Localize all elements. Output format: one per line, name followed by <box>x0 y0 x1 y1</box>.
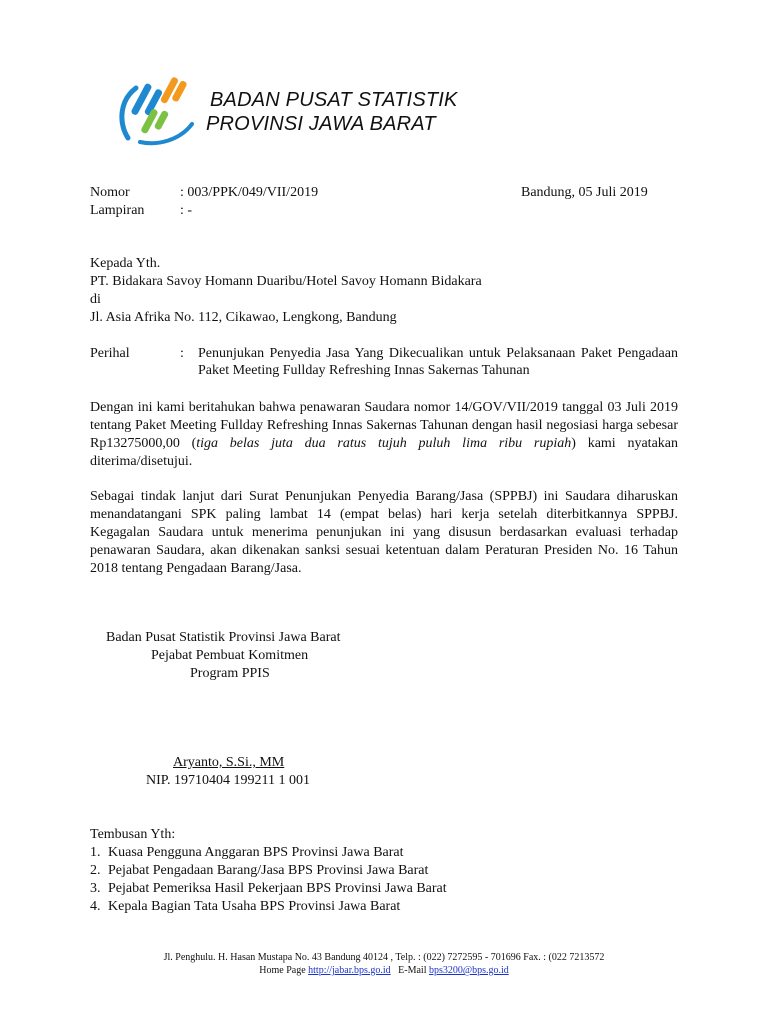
body-p1-text: Dengan ini kami beritahukan bahwa penawaran Saudara nomor 14/GOV/VII/2019 tanggal 03 Juli 2019 tentang Paket Meeting Fullday Refreshing Innas Sakernas Tahunan dengan hasil negosiasi harga sebesar Rp13275000,00 ( <box>90 400 678 451</box>
subject-text: Penunjukan Penyedia Jasa Yang Dikecualikan untuk Pelaksanaan Paket Pengadaan Paket Meeting Fullday Refreshing Innas Sakernas Tahunan <box>198 346 678 378</box>
org-name-line2: PROVINSI JAWA BARAT <box>206 113 436 135</box>
cc-title: Tembusan Yth: <box>90 827 176 842</box>
list-item <box>90 844 447 862</box>
lampiran-label: Lampiran <box>90 203 145 218</box>
cc-item-text: Pejabat Pemeriksa Hasil Pekerjaan BPS Provinsi Jawa Barat <box>108 881 447 896</box>
cc-item-text: Kuasa Pengguna Anggaran BPS Provinsi Jawa Barat <box>108 845 404 860</box>
list-item <box>90 880 447 898</box>
list-item <box>90 898 447 916</box>
recipient-name: PT. Bidakara Savoy Homann Duaribu/Hotel Savoy Homann Bidakara <box>90 274 482 289</box>
footer-contact <box>0 964 768 977</box>
signature-org: Badan Pusat Statistik Provinsi Jawa Barat <box>106 630 341 645</box>
cc-item-number: 4. <box>90 899 101 914</box>
signature-program: Program PPIS <box>190 666 270 681</box>
lampiran-value: : - <box>180 203 193 218</box>
nomor-label: Nomor <box>90 185 130 200</box>
body-p1-amount-words: tiga belas juta dua ratus tujuh puluh lima ribu rupiah <box>196 436 572 451</box>
signature-name: Aryanto, S.Si., MM <box>173 755 285 770</box>
recipient-di: di <box>90 292 101 307</box>
signature-role: Pejabat Pembuat Komitmen <box>151 648 309 663</box>
email-label: E-Mail <box>398 965 427 976</box>
body-paragraph-1 <box>90 399 678 471</box>
bps-logo-icon <box>118 70 198 146</box>
recipient-address: Jl. Asia Afrika No. 112, Cikawao, Lengkong, Bandung <box>90 310 397 325</box>
cc-item-number: 3. <box>90 881 101 896</box>
signature-nip: NIP. 19710404 199211 1 001 <box>146 773 310 788</box>
list-item <box>90 862 447 880</box>
recipient-greeting: Kepada Yth. <box>90 256 161 271</box>
nomor-value: : 003/PPK/049/VII/2019 <box>180 185 319 200</box>
subject-label: Perihal <box>90 346 130 361</box>
cc-item-text: Kepala Bagian Tata Usaha BPS Provinsi Jawa Barat <box>108 899 401 914</box>
cc-item-text: Pejabat Pengadaan Barang/Jasa BPS Provinsi Jawa Barat <box>108 863 429 878</box>
cc-list <box>90 844 447 916</box>
org-name-line1: BADAN PUSAT STATISTIK <box>210 89 458 111</box>
footer-address: Jl. Penghulu. H. Hasan Mustapa No. 43 Bandung 40124 , Telp. : (022) 7272595 - 701696 Fax. : (022 7213572 <box>163 952 605 963</box>
homepage-link[interactable]: http://jabar.bps.go.id <box>308 965 391 976</box>
homepage-label: Home Page <box>259 965 306 976</box>
email-link[interactable]: bps3200@bps.go.id <box>428 965 509 976</box>
body-paragraph-2: Sebagai tindak lanjut dari Surat Penunjukan Penyedia Barang/Jasa (SPPBJ) ini Saudara diharuskan menandatangani SPK paling lambat 14 (empat belas) hari kerja setelah diterbitkannya SPPBJ. Kegagalan Saudara untuk menerima penunjukan ini yang disusun berdasarkan evaluasi terhadap penawaran Saudara, akan dikenakan sanksi sesuai ketentuan dalam Peraturan Presiden No. 16 Tahun 2018 tentang Pengadaan Barang/Jasa. <box>90 489 678 576</box>
body-p1-tail: ) kami nyatakan diterima/disetujui. <box>90 436 678 469</box>
place-date: Bandung, 05 Juli 2019 <box>521 185 648 200</box>
cc-item-number: 1. <box>90 845 101 860</box>
subject-colon: : <box>180 346 184 361</box>
cc-item-number: 2. <box>90 863 101 878</box>
